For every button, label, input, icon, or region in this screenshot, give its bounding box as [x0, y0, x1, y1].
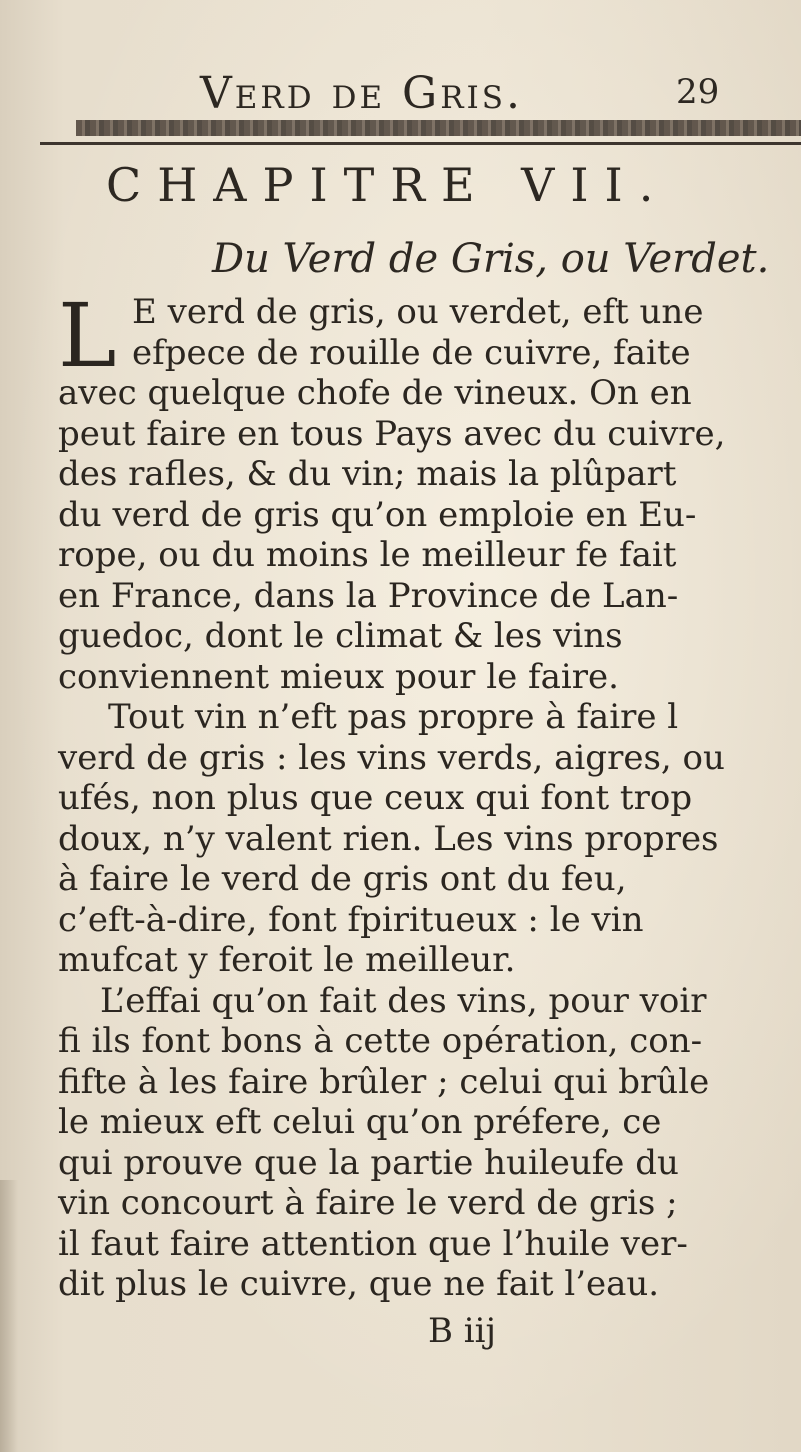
text-line: Tout vin n’eft pas propre à faire l	[108, 697, 679, 737]
text-line: à faire le verd de gris ont du feu,	[58, 859, 627, 899]
text-line: vin concourt à faire le verd de gris ;	[58, 1183, 678, 1223]
header-ornament	[76, 120, 801, 136]
text-line: en France, dans la Province de Lan-	[58, 575, 679, 616]
text-line: dit plus le cuivre, que ne fait l’eau.	[58, 1264, 660, 1304]
text-line: rope, ou du moins le meilleur fe fait	[58, 535, 677, 575]
text-line: mufcat y feroit le meilleur.	[58, 940, 516, 980]
text-line: E verd de gris, ou verdet, eft une	[132, 292, 704, 332]
text-line: conviennent mieux pour le faire.	[58, 656, 619, 697]
text-line: le mieux eft celui qu’on préfere, ce	[58, 1102, 662, 1142]
text-line: il faut faire attention que l’huile ver-	[58, 1223, 688, 1264]
chapter-subtitle: Du Verd de Gris, ou Verdet.	[212, 236, 770, 282]
text-line: verd de gris : les vins verds, aigres, ou	[58, 737, 725, 778]
signature-mark: B iij	[428, 1310, 497, 1351]
text-line: ufés, non plus que ceux qui font trop	[58, 778, 693, 818]
chapter-title: CHAPITRE VII.	[106, 158, 670, 212]
text-line: doux, n’y valent rien. Les vins propres	[58, 818, 719, 859]
page-edge-shadow	[0, 1180, 18, 1452]
text-line: fi ils font bons à cette opération, con-	[58, 1021, 703, 1061]
text-line: du verd de gris qu’on emploie en Eu-	[58, 494, 697, 535]
header-rule	[40, 142, 801, 145]
text-line: c’eft-à-dire, font fpiritueux : le vin	[58, 899, 644, 940]
drop-cap: L	[58, 284, 117, 387]
page-number: 29	[676, 72, 720, 112]
text-line: peut faire en tous Pays avec du cuivre,	[58, 413, 726, 454]
text-line: fifte à les faire brûler ; celui qui brûle	[58, 1061, 710, 1102]
running-head: Verd de Gris.	[200, 68, 524, 119]
text-line: avec quelque chofe de vineux. On en	[58, 373, 692, 413]
text-line: des rafles, & du vin; mais la plûpart	[58, 454, 677, 494]
text-line: efpece de rouille de cuivre, faite	[132, 332, 691, 373]
text-line: guedoc, dont le climat & les vins	[58, 616, 623, 656]
text-line: qui prouve que la partie huileufe du	[58, 1142, 679, 1183]
text-line: L’effai qu’on fait des vins, pour voir	[100, 980, 707, 1021]
